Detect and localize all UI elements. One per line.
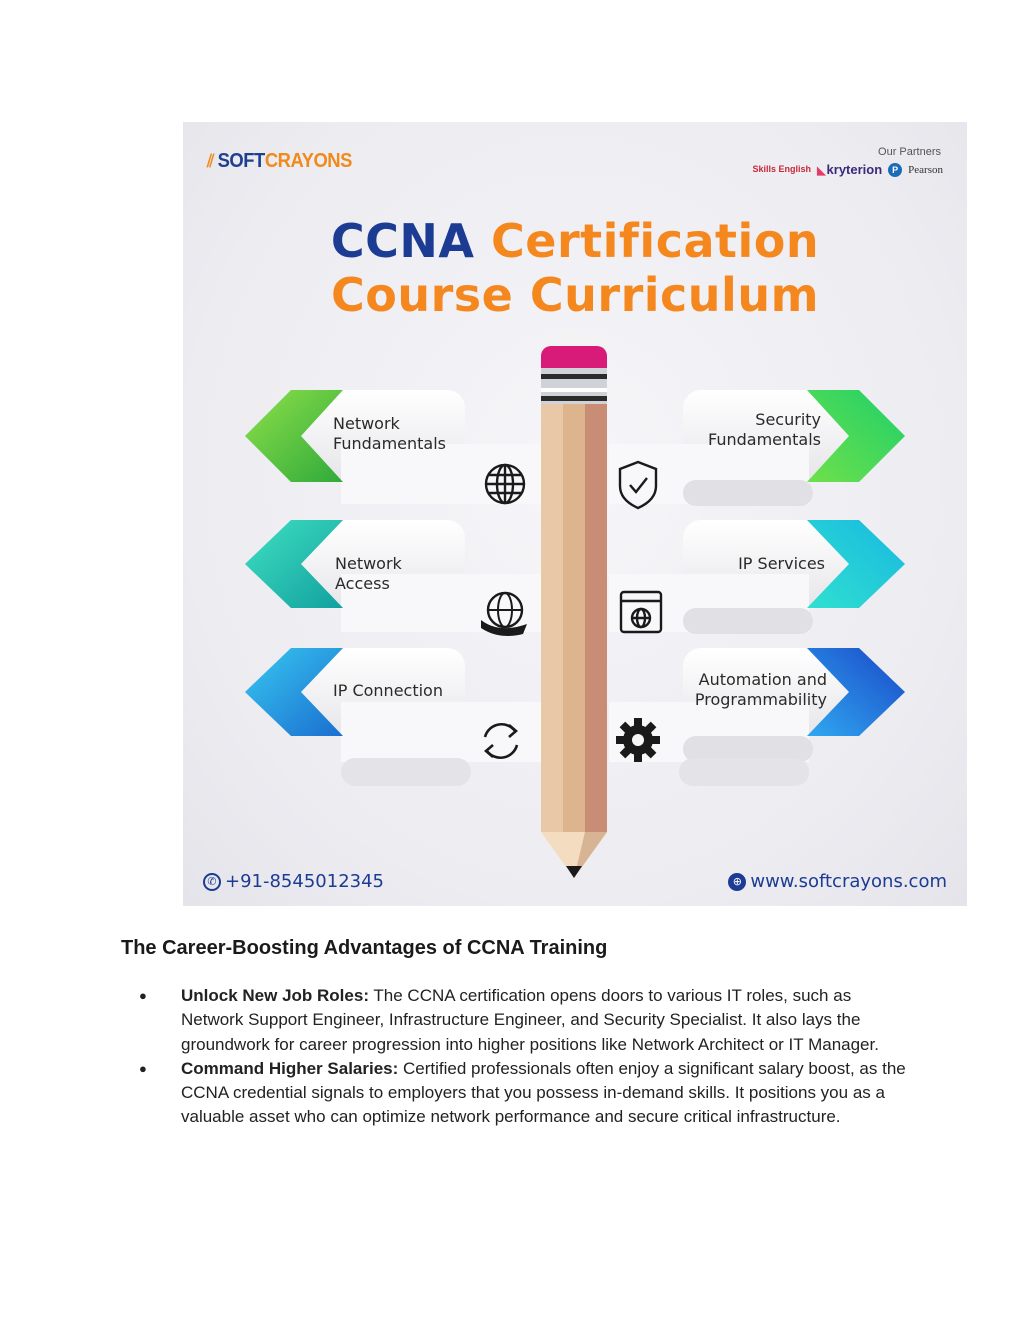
softcrayons-logo: ⫽ SOFTCRAYONS — [207, 150, 352, 172]
left-ribbon-3 — [245, 648, 541, 786]
partner-kryterion: ◣ kryterion — [817, 162, 882, 177]
list-item-title: Unlock New Job Roles: — [181, 986, 369, 1005]
partners-label: Our Partners — [878, 146, 941, 158]
globe-small-icon: ⊕ — [728, 873, 746, 891]
phone-contact — [203, 871, 384, 892]
partner-skills-english: Skills English — [752, 164, 812, 174]
pearson-icon: P — [888, 163, 902, 177]
pencil-illustration — [541, 346, 607, 878]
globe-icon — [486, 465, 524, 503]
list-item-title: Command Higher Salaries: — [181, 1058, 399, 1078]
graphic-title-line-2: Course Curriculum — [331, 268, 819, 322]
list-item — [121, 984, 911, 1057]
list-item-text: Certified professionals often enjoy a significant salary boost, as the CCNA credential signals to employers that you possess in-demand skills. It positions you as a valuable asset who can optimize network performance and secure critical infrastructure. — [181, 1058, 906, 1127]
ccna-curriculum-graphic — [183, 122, 967, 906]
module-ip-services: IP Services — [738, 554, 825, 573]
phone-number: +91-8545012345 — [225, 871, 385, 892]
module-network-access: Network Access — [335, 554, 402, 593]
module-network-fundamentals: Network Fundamentals — [333, 414, 446, 453]
graphic-title-line-1: CCNA Certification — [330, 214, 820, 268]
partner-pearson: Pearson — [908, 163, 943, 176]
list-item-text: The CCNA certification opens doors to various IT roles, such as Network Support Engineer, Infrastructure Engineer, and Security Specialist. It also lays the groundwork for career progression into higher positions like Network Architect or IT Manager. — [181, 986, 879, 1054]
gear-icon — [616, 718, 660, 762]
logo-chart-icon: ⫽ — [207, 151, 214, 171]
right-ribbon-2 — [609, 520, 905, 634]
module-automation-programmability: Automation and Programmability — [694, 670, 827, 709]
section-heading: The Career-Boosting Advantages of CCNA Training — [121, 937, 608, 959]
website-contact — [728, 871, 947, 892]
module-ip-connection: IP Connection — [333, 681, 443, 700]
right-ribbon-3 — [609, 648, 905, 786]
list-item — [121, 1057, 911, 1130]
module-security-fundamentals: Security Fundamentals — [708, 410, 821, 449]
phone-icon: ✆ — [203, 873, 221, 891]
partner-logos — [753, 162, 943, 177]
advantages-list — [121, 984, 911, 1130]
website-url: www.softcrayons.com — [750, 871, 947, 892]
